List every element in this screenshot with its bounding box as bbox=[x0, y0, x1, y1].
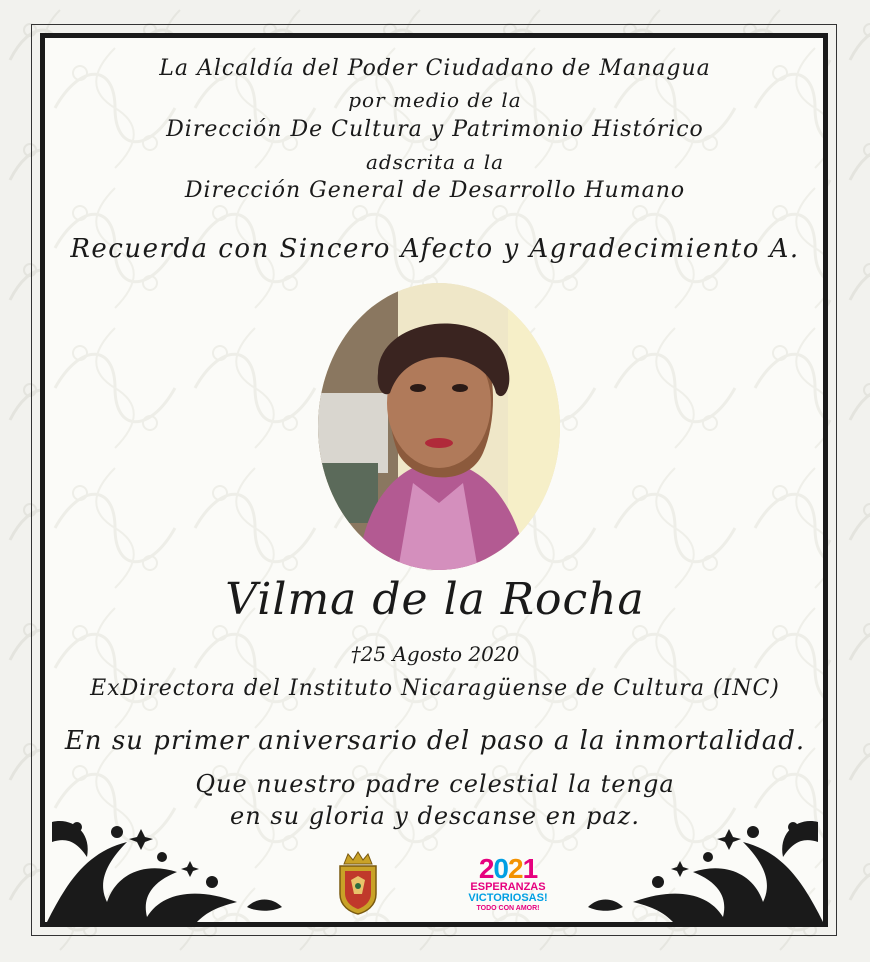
floral-flourish-icon bbox=[47, 812, 287, 922]
logo-year-digit: 2 bbox=[478, 853, 494, 884]
logo-year-digit: 0 bbox=[493, 853, 508, 884]
header-line-4: adscrita a la bbox=[365, 150, 505, 174]
logo-year-digit: 2 bbox=[508, 853, 523, 884]
logo-year-digit: 1 bbox=[522, 853, 538, 884]
prayer-line-1: Que nuestro padre celestial la tenga bbox=[195, 770, 675, 798]
logo-line-1: ESPERANZAS bbox=[470, 881, 546, 893]
logo-year bbox=[460, 853, 556, 884]
managua-coat-of-arms-icon bbox=[336, 850, 380, 916]
header-line-1: La Alcaldía del Poder Ciudadano de Managua bbox=[159, 56, 711, 81]
portrait-photo bbox=[318, 283, 560, 570]
anniversary-text: En su primer aniversario del paso a la inmortalidad. bbox=[64, 726, 806, 756]
logo-line-2: VICTORIOSAS! bbox=[468, 892, 548, 904]
person-role: ExDirectora del Instituto Nicaragüense de Cultura (INC) bbox=[90, 676, 780, 701]
header-line-2: por medio de la bbox=[348, 88, 522, 112]
death-date: †25 Agosto 2020 bbox=[350, 642, 520, 666]
prayer-line-2: en su gloria y descanse en paz. bbox=[230, 802, 640, 830]
header-line-5: Dirección General de Desarrollo Humano bbox=[184, 178, 686, 203]
header-line-3: Dirección De Cultura y Patrimonio Histórico bbox=[166, 117, 704, 142]
person-name: Vilma de la Rocha bbox=[225, 574, 645, 625]
logo-line-3: TODO CON AMOR! bbox=[476, 905, 540, 912]
portrait-image bbox=[318, 283, 560, 570]
dedication-text: Recuerda con Sincero Afecto y Agradecimiento A. bbox=[70, 234, 800, 264]
floral-flourish-icon bbox=[583, 812, 823, 922]
logo-2021 bbox=[460, 853, 556, 916]
